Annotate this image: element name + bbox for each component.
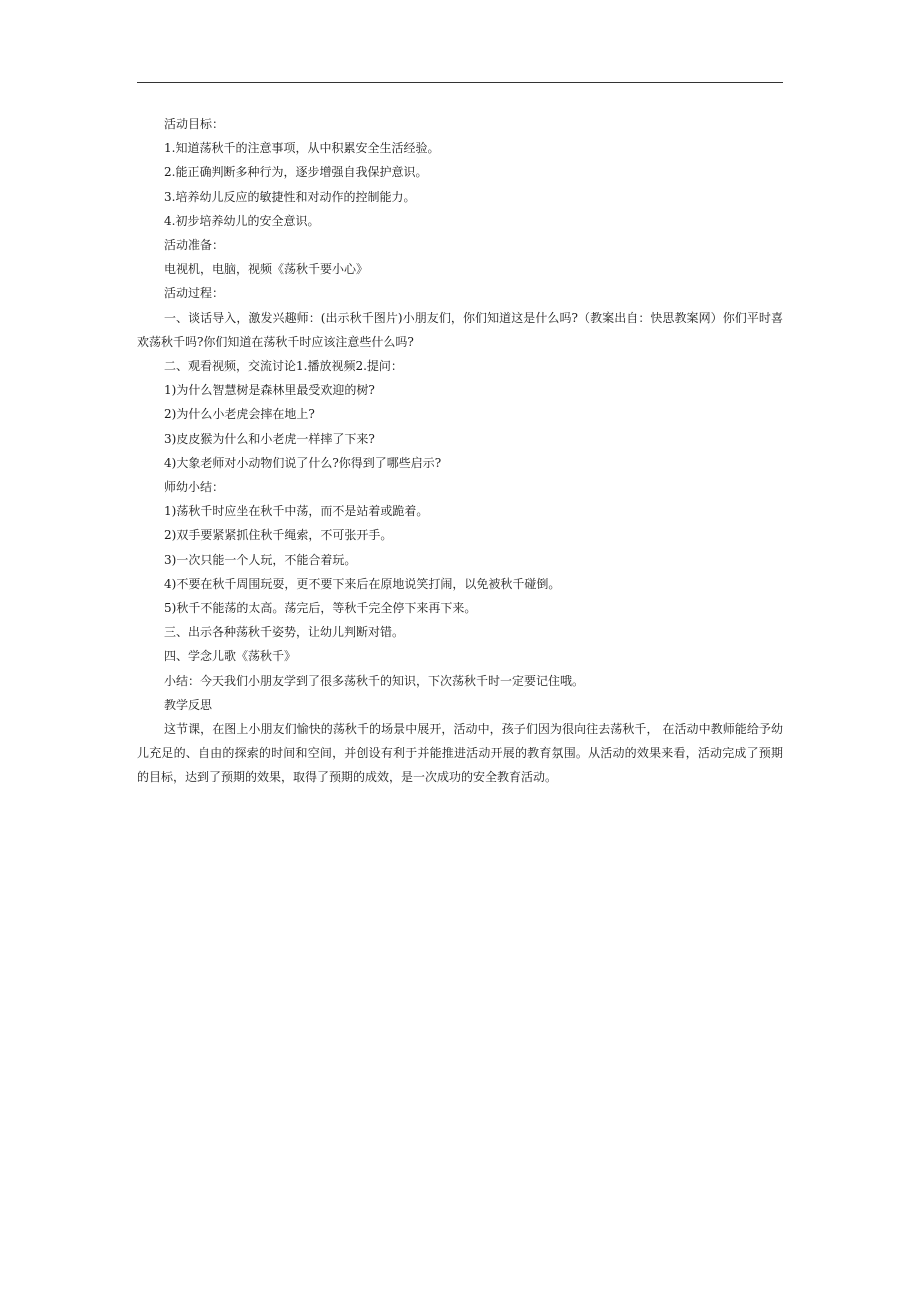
closing-summary: 小结：今天我们小朋友学到了很多荡秋千的知识，下次荡秋千时一定要记住哦。: [164, 673, 585, 688]
section-heading-reflection: 教学反思: [164, 697, 213, 712]
preparation-text: 电视机，电脑，视频《荡秋千要小心》: [164, 262, 369, 277]
document-body: [137, 112, 783, 790]
goal-item: 4.初步培养幼儿的安全意识。: [164, 213, 320, 228]
summary-item: 5)秋千不能荡的太高。荡完后，等秋千完全停下来再下来。: [164, 601, 477, 616]
goal-item: 2.能正确判断多种行为，逐步增强自我保护意识。: [164, 165, 428, 180]
summary-item: 4)不要在秋千周围玩耍，更不要下来后在原地说笑打闹，以免被秋千碰倒。: [164, 576, 561, 591]
process-step: 四、学念儿歌《荡秋千》: [164, 649, 297, 664]
section-heading-process: 活动过程：: [164, 286, 225, 301]
question-item: 3)皮皮猴为什么和小老虎一样摔了下来?: [164, 431, 375, 446]
header-rule: [137, 82, 783, 83]
section-heading-goals: 活动目标：: [164, 117, 225, 131]
question-item: 1)为什么智慧树是森林里最受欢迎的树?: [164, 383, 375, 398]
question-item: 4)大象老师对小动物们说了什么?你得到了哪些启示?: [164, 455, 442, 470]
summary-heading: 师幼小结：: [164, 480, 225, 495]
question-item: 2)为什么小老虎会摔在地上?: [164, 407, 315, 422]
process-step: 二、观看视频，交流讨论1.播放视频2.提问：: [164, 359, 403, 374]
summary-item: 3)一次只能一个人玩，不能合着玩。: [164, 552, 357, 567]
intro-paragraph: 一、谈话导入，激发兴趣师：(出示秋千图片)小朋友们，你们知道这是什么吗?（教案出自：快思教案网）你们平时喜欢荡秋千吗?你们知道在荡秋千时应该注意些什么吗?: [137, 310, 783, 349]
section-heading-preparation: 活动准备：: [164, 238, 225, 253]
goal-item: 1.知道荡秋千的注意事项，从中积累安全生活经验。: [164, 141, 440, 156]
reflection-paragraph: 这节课，在图上小朋友们愉快的荡秋千的场景中展开，活动中，孩子们因为很向往去荡秋千， 在活动中教师能给予幼儿充足的、自由的探索的时间和空间，并创设有利于并能推进活动开展的教育氛围。从活动的效果来看，活动完成了预期的目标，达到了预期的效果，取得了预期的成效，是一次成功的安全教育活动。: [137, 722, 783, 785]
goal-item: 3.培养幼儿反应的敏捷性和对动作的控制能力。: [164, 189, 416, 204]
process-step: 三、出示各种荡秋千姿势，让幼儿判断对错。: [164, 625, 405, 640]
summary-item: 1)荡秋千时应坐在秋千中荡，而不是站着或跪着。: [164, 504, 429, 519]
summary-item: 2)双手要紧紧抓住秋千绳索，不可张开手。: [164, 528, 393, 543]
